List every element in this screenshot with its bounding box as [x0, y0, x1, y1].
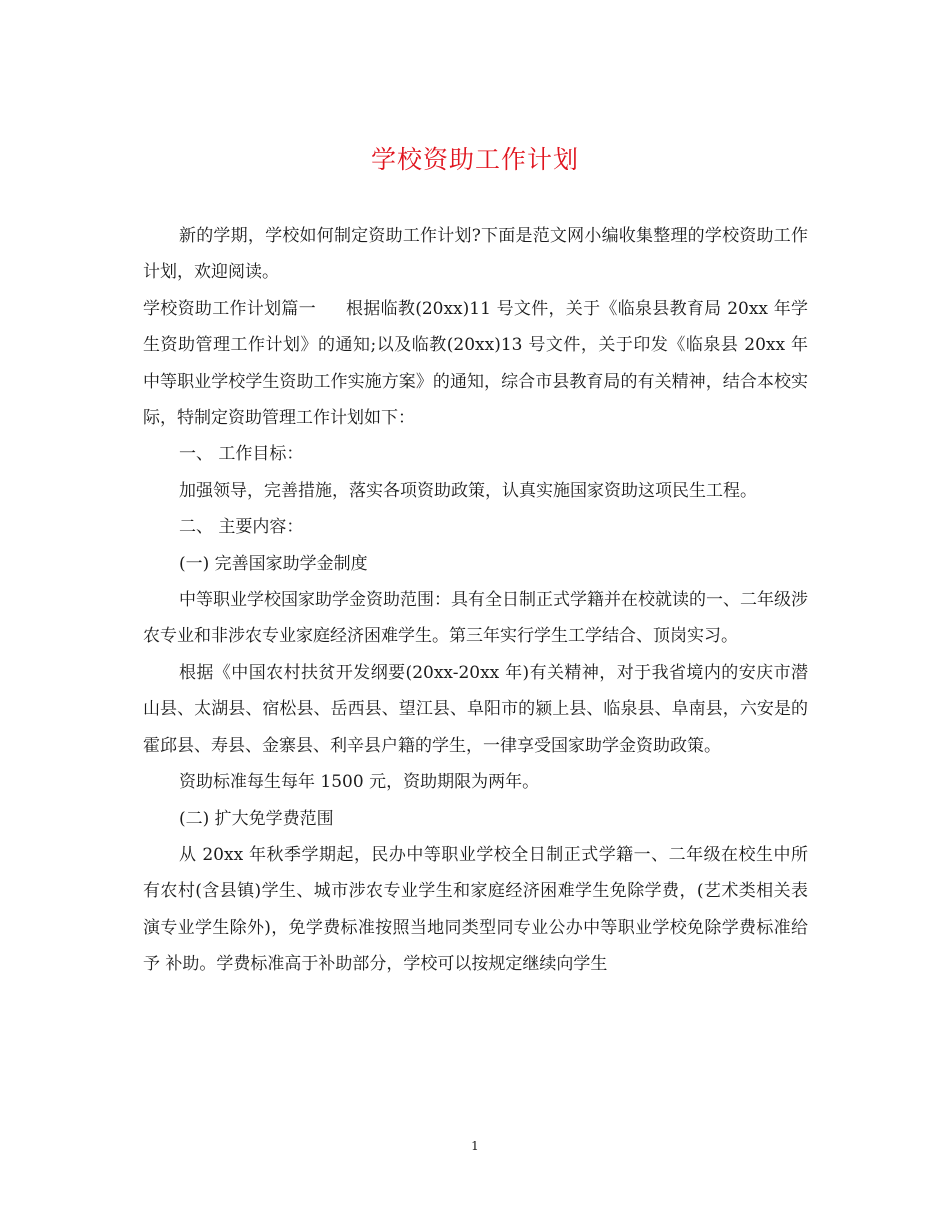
subheading-tuition-exemption: (二) 扩大免学费范围 [179, 808, 334, 829]
document-title: 学校资助工作计划 [370, 145, 579, 174]
paragraph-tuition-exemption: 从 20xx 年秋季学期起，民办中等职业学校全日制正式学籍一、二年级在校生中所有农村(含县镇)学生、城市涉农专业学生和家庭经济困难学生免除学费，(艺术类相关表演专业学生除外)，免学费标准按照当地同类型同专业公办中等职业学校免除学费标准给予 补助。学费标准高于补助部分，学校可以按规定继续向学生 [143, 844, 808, 975]
section-label: 学校资助工作计划篇一 [143, 298, 316, 319]
paragraph-plan-one-text: 根据临教(20xx)11 号文件，关于《临泉县教育局 20xx 年学生资助管理工作计划》的通知;以及临教(20xx)13 号文件，关于印发《临泉县 20xx 年中等职业学校学生资助工作实施方案》的通知，综合市县教育局的有关精神，结合本校实际，特制定资助管理工作计划如下： [143, 298, 808, 429]
paragraph-plan-one [143, 291, 808, 437]
heading-main-content: 二、 主要内容： [179, 517, 304, 538]
subheading-grant-system: (一) 完善国家助学金制度 [179, 553, 368, 574]
heading-work-goal: 一、 工作目标： [179, 444, 304, 465]
paragraph-grant-policy: 根据《中国农村扶贫开发纲要(20xx-20xx 年)有关精神，对于我省境内的安庆市潜山县、太湖县、宿松县、岳西县、望江县、阜阳市的颍上县、临泉县、阜南县，六安是的霍邱县、寿县、金寨县、利辛县户籍的学生，一律享受国家助学金资助政策。 [143, 662, 808, 756]
paragraph-grant-standard: 资助标准每生每年 1500 元，资助期限为两年。 [179, 772, 540, 793]
paragraph-intro: 新的学期，学校如何制定资助工作计划?下面是范文网小编收集整理的学校资助工作计划，欢迎阅读。 [143, 226, 808, 283]
document-body [143, 218, 808, 983]
paragraph-work-goal: 加强领导，完善措施，落实各项资助政策，认真实施国家资助这项民生工程。 [179, 480, 757, 501]
paragraph-grant-scope: 中等职业学校国家助学金资助范围：具有全日制正式学籍并在校就读的一、二年级涉农专业和非涉农专业家庭经济困难学生。第三年实行学生工学结合、顶岗实习。 [143, 590, 808, 647]
page-number: 1 [471, 1139, 479, 1153]
